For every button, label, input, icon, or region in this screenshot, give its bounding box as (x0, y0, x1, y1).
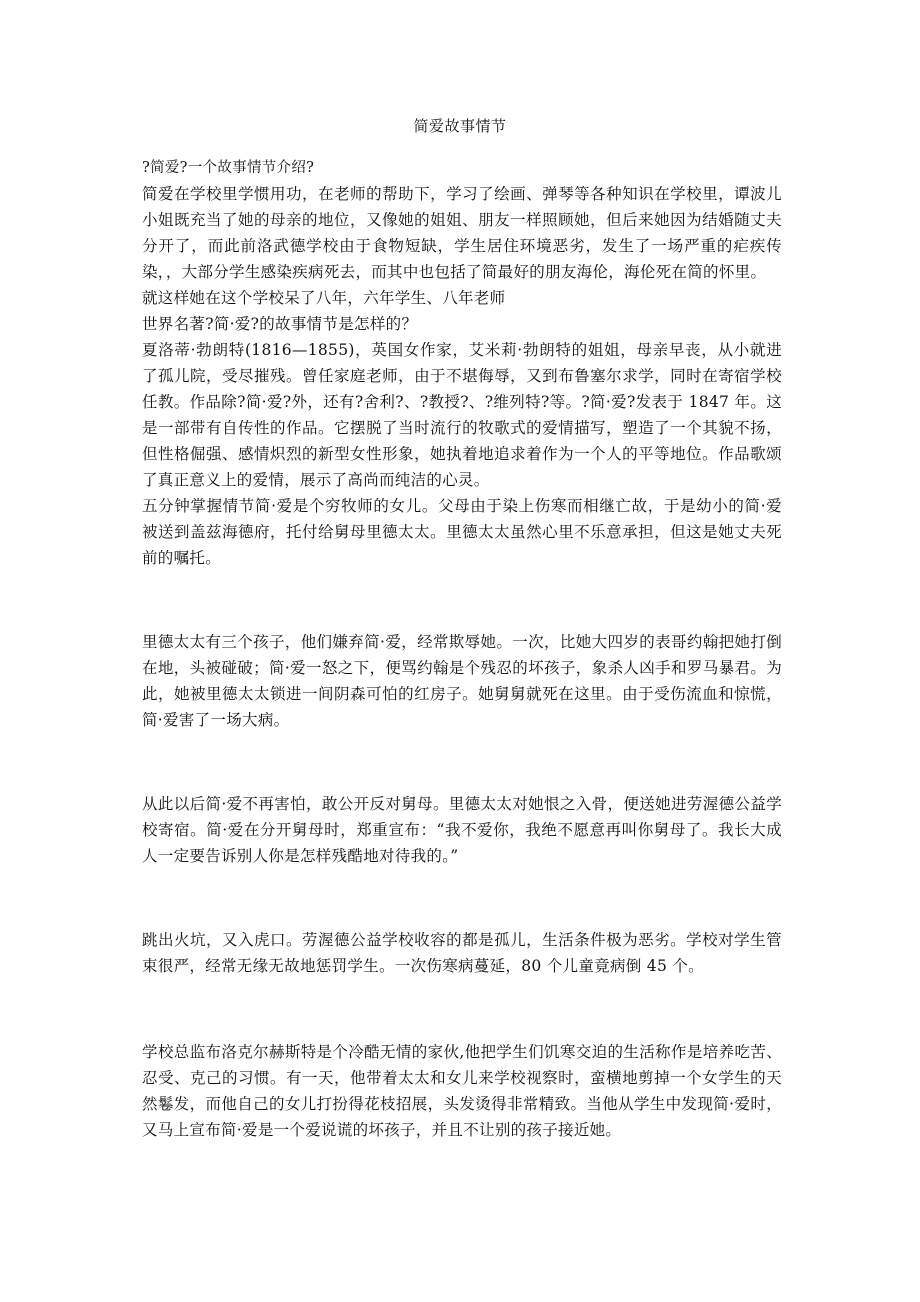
paragraph-spacer (142, 869, 782, 927)
paragraph-spacer (142, 979, 782, 1039)
page-title: 简爱故事情节 (413, 117, 507, 135)
paragraph-lowood-school: 跳出火坑，又入虎口。劳渥德公益学校收容的都是孤儿，生活条件极为恶劣。学校对学生管束很严，经常无缘无故地惩罚学生。一次伤寒病蔓延，80 个儿童竟病倒 45 个。 (142, 931, 782, 975)
paragraph-five-minutes: 五分钟掌握情节简·爱是个穷牧师的女儿。父母由于染上伤寒而相继亡故，于是幼小的简·爱被送到盖兹海德府，托付给舅母里德太太。里德太太虽然心里不乐意承担，但这是她丈夫死前的嘱托。 (142, 497, 782, 567)
paragraph-eight-years: 就这样她在这个学校呆了八年，六年学生、八年老师 (142, 289, 506, 307)
paragraph-spacer (142, 571, 782, 629)
document-body (142, 155, 782, 1143)
paragraph-author-bio: 夏洛蒂·勃朗特(1816—1855)，英国女作家，艾米莉·勃朗特的姐姐，母亲早丧，从小就进了孤儿院，受尽摧残。曾任家庭老师，由于不堪侮辱，又到布鲁塞尔求学，同时在寄宿学校任教。作品除?简·爱?外，还有?舍利?、?教授?、?维列特?等。?简·爱?发表于 1847 年。这是一部带有自传性的作品。它摆脱了当时流行的牧歌式的爱情描写，塑造了一个其貌不扬，但性格倔强、感情炽烈的新型女性形象，她执着地追求着作为一个人的平等地位。作品歌颂了真正意义上的爱情，展示了高尚而纯洁的心灵。 (142, 341, 782, 489)
paragraph-school-life: 简爱在学校里学惯用功，在老师的帮助下，学习了绘画、弹琴等各种知识在学校里，谭波儿小姐既充当了她的母亲的地位，又像她的姐姐、朋友一样照顾她，但后来她因为结婚随丈夫分开了，而此前洛武德学校由于食物短缺，学生居住环境恶劣，发生了一场严重的疟疾传染，，大部分学生感染疾病死去，而其中也包括了简最好的朋友海伦，海伦死在简的怀里。 (142, 185, 782, 281)
paragraph-intro-heading: ?简爱?一个故事情节介绍? (142, 160, 315, 176)
paragraph-oppose-aunt: 从此以后简·爱不再害怕，敢公开反对舅母。里德太太对她恨之入骨，便送她进劳渥德公益学校寄宿。简·爱在分开舅母时，郑重宣布：“我不爱你，我绝不愿意再叫你舅母了。我长大成人一定要告诉别人你是怎样残酷地对待我的。” (142, 795, 782, 865)
paragraph-brocklehurst: 学校总监布洛克尔赫斯特是个冷酷无情的家伙,他把学生们饥寒交迫的生活称作是培养吃苦、忍受、克己的习惯。有一天，他带着太太和女儿来学校视察时，蛮横地剪掉一个女学生的天然鬈发，而他自己的女儿打扮得花枝招展，头发烫得非常精致。当他从学生中发现简·爱时，又马上宣布简·爱是一个爱说谎的坏孩子，并且不让别的孩子接近她。 (142, 1043, 782, 1139)
paragraph-reed-children: 里德太太有三个孩子，他们嫌弃简·爱，经常欺辱她。一次，比她大四岁的表哥约翰把她打倒在地，头被碰破；简·爱一怒之下，便骂约翰是个残忍的坏孩子，象杀人凶手和罗马暴君。为此，她被里德太太锁进一间阴森可怕的红房子。她舅舅就死在这里。由于受伤流血和惊慌，简·爱害了一场大病。 (142, 633, 782, 729)
paragraph-spacer (142, 733, 782, 791)
paragraph-question-heading: 世界名著?简·爱?的故事情节是怎样的？ (142, 315, 418, 333)
